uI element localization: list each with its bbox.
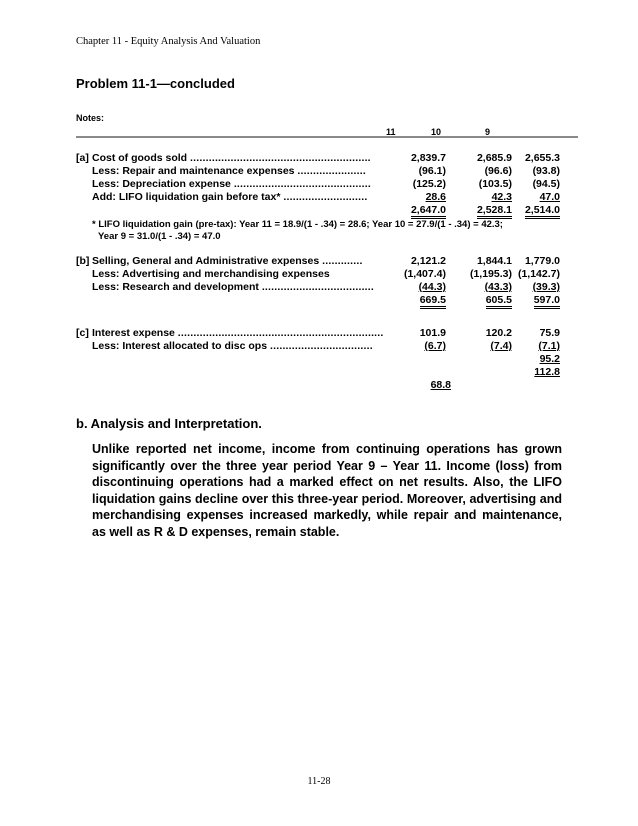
value-year-11: (44.3) <box>418 281 446 293</box>
value-year-9: 75.9 <box>539 327 560 339</box>
value-year-10: 1,844.1 <box>476 255 512 267</box>
leader-dots: ............................................ <box>233 178 371 190</box>
table-row <box>76 178 578 191</box>
total-row <box>76 204 578 217</box>
total-row <box>76 366 578 379</box>
value-year-11: (1,407.4) <box>403 268 446 280</box>
total-year-10: 605.5 <box>486 294 512 309</box>
table-row <box>76 327 578 340</box>
leader-dots: ........................... <box>283 191 368 203</box>
value-year-9: (7.1) <box>538 340 560 352</box>
leader-dots: .......................................................... <box>190 152 371 164</box>
value-year-9: 1,779.0 <box>524 255 560 267</box>
total-year-11: 2,647.0 <box>411 204 446 219</box>
page-number: 11-28 <box>307 776 331 787</box>
row-label: Cost of goods sold <box>92 152 190 164</box>
value-year-9: 2,655.3 <box>524 152 560 164</box>
lifo-footnote-line-1: * LIFO liquidation gain (pre-tax): Year 11 = 18.9/(1 - .34) = 28.6; Year 10 = 27.9/(1 - .34) = 42.3; <box>92 219 503 230</box>
total-year-11: 669.5 <box>420 294 446 309</box>
total-row <box>76 379 578 392</box>
table-row <box>76 268 578 281</box>
value-year-10: 2,685.9 <box>476 152 512 164</box>
leader-dots: ................................. <box>269 340 373 352</box>
value-year-11: (125.2) <box>412 178 446 190</box>
header-rule <box>76 136 578 138</box>
table-row <box>76 191 578 204</box>
page-header: Chapter 11 - Equity Analysis And Valuation <box>76 36 261 47</box>
value-year-11: 28.6 <box>425 191 446 203</box>
value-year-10: 120.2 <box>485 327 512 339</box>
value-year-9: (93.8) <box>532 165 560 177</box>
table-row <box>76 152 578 165</box>
value-year-11: 2,121.2 <box>410 255 446 267</box>
row-label: Less: Interest allocated to disc ops <box>92 340 270 352</box>
note-tag-a: [a] <box>76 152 89 164</box>
leader-dots: .................................................................. <box>177 327 384 339</box>
lifo-footnote-line-2: Year 9 = 31.0/(1 - .34) = 47.0 <box>98 231 221 242</box>
value-year-10: (96.6) <box>484 165 512 177</box>
col-year-10: 10 <box>431 127 442 137</box>
total-year-9: 597.0 <box>534 294 560 309</box>
value-year-9: (39.3) <box>532 281 560 293</box>
table-row <box>76 165 578 178</box>
value-year-9-subtotal: 95.2 <box>539 353 560 365</box>
value-year-9: (1,142.7) <box>517 268 560 280</box>
notes-label: Notes: <box>76 113 105 123</box>
value-year-10: (1,195.3) <box>469 268 512 280</box>
row-label: Less: Research and development <box>92 281 262 293</box>
analysis-paragraph: Unlike reported net income, income from continuing operations has grown significantly over the three year period Year 9 – Year 11. Income (loss) from discontinuing operations had a marked effect on net results. Also, the LIFO liquidation gains decline over this three-year period. Moreover, advertising and merchandising expenses increased markedly, while repair and maintenance, as well as R & D expenses, remain stable. <box>92 442 562 539</box>
value-year-10: (103.5) <box>478 178 512 190</box>
value-year-11-total: 68.8 <box>430 379 451 391</box>
leader-dots: .................................... <box>261 281 375 293</box>
col-year-9: 9 <box>485 127 491 137</box>
leader-dots: ...................... <box>297 165 367 177</box>
row-label: Less: Depreciation expense <box>92 178 234 190</box>
table-row <box>76 281 578 294</box>
total-row <box>76 353 578 366</box>
row-label: Selling, General and Administrative expenses <box>92 255 323 267</box>
leader-dots: ............. <box>322 255 363 267</box>
section-b-heading: b. Analysis and Interpretation. <box>76 416 262 431</box>
note-tag-b: [b] <box>76 255 90 267</box>
row-label: Add: LIFO liquidation gain before tax* <box>92 191 284 203</box>
total-year-9: 2,514.0 <box>525 204 560 219</box>
table-row <box>76 340 578 353</box>
row-label: Interest expense <box>92 327 178 339</box>
col-year-11: 11 <box>386 127 396 137</box>
value-year-9: 47.0 <box>539 191 560 203</box>
value-year-9-total: 112.8 <box>534 366 560 378</box>
total-row <box>76 294 578 307</box>
row-label: Less: Advertising and merchandising expenses <box>92 268 330 280</box>
table-row <box>76 255 578 268</box>
note-tag-c: [c] <box>76 327 89 339</box>
value-year-11: (96.1) <box>418 165 446 177</box>
value-year-11: 2,839.7 <box>410 152 446 164</box>
total-year-10: 2,528.1 <box>477 204 512 219</box>
problem-title: Problem 11-1—concluded <box>76 76 235 91</box>
value-year-10: (7.4) <box>490 340 512 352</box>
row-label: Less: Repair and maintenance expenses <box>92 165 298 177</box>
value-year-11: (6.7) <box>424 340 446 352</box>
value-year-11: 101.9 <box>419 327 446 339</box>
value-year-10: 42.3 <box>491 191 512 203</box>
value-year-10: (43.3) <box>484 281 512 293</box>
value-year-9: (94.5) <box>532 178 560 190</box>
